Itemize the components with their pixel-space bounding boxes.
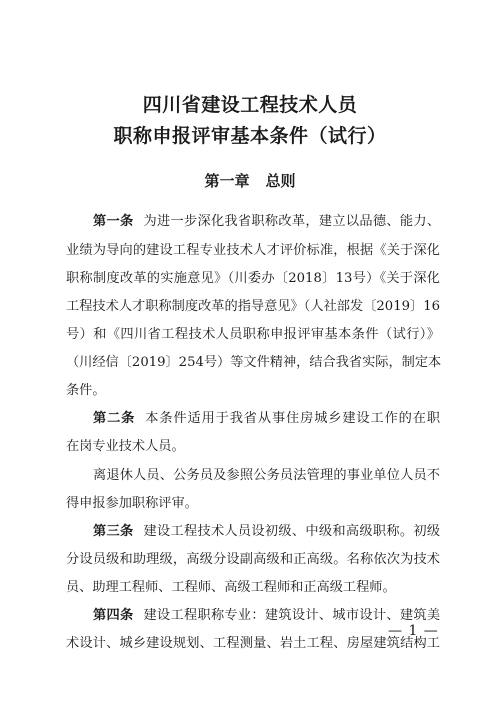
chapter-number: 第一章: [204, 172, 250, 190]
article-4-line: 术设计、城乡建设规划、工程测量、岩土工程、房屋建筑结构工: [66, 636, 440, 651]
page-number: — 1 —: [388, 623, 439, 639]
article-1-line: 业绩为导向的建设工程专业技术人才评价标准，根据《关于深化: [66, 243, 440, 258]
document-title-line2: 职称申报评审基本条件（试行）: [113, 125, 387, 147]
article-3-line: 员、助理工程师、工程师、高级工程师和正高级工程师。: [66, 580, 396, 595]
article-2-paragraph-line: 得申报参加职称评审。: [66, 496, 198, 511]
article-3-line: 分设员级和助理级，高级分设副高级和正高级。名称依次为技术: [66, 552, 440, 567]
article-1-label: 第一条: [93, 214, 134, 229]
article-4-line: 第四条 建设工程职称专业：建筑设计、城市设计、建筑美: [93, 608, 441, 623]
article-1-line: 工程技术人才职称制度改革的指导意见》（人社部发〔2019〕16: [66, 299, 440, 314]
article-2-paragraph-line: 离退休人员、公务员及参照公务员法管理的事业单位人员不: [93, 468, 440, 483]
article-3-line: 第三条 建设工程技术人员设初级、中级和高级职称。初级: [93, 524, 441, 539]
article-2-label: 第二条: [93, 411, 136, 426]
article-4-label: 第四条: [93, 608, 134, 623]
article-2-line: 第二条 本条件适用于我省从事住房城乡建设工作的在职: [93, 411, 441, 426]
article-1-line: 职称制度改革的实施意见》（川委办〔2018〕13号）《关于深化: [66, 271, 440, 286]
chapter-heading: [0, 170, 500, 191]
article-1-line: 号）和《四川省工程技术人员职称申报评审基本条件（试行）》: [66, 327, 440, 342]
document-title-line1: 四川省建设工程技术人员: [142, 94, 358, 116]
article-1-line: 条件。: [66, 383, 106, 398]
article-1-line: 第一条 为进一步深化我省职称改革，建立以品德、能力、: [93, 214, 441, 229]
article-3-label: 第三条: [93, 524, 134, 539]
chapter-name: 总则: [265, 172, 296, 190]
article-2-line: 在岗专业技术人员。: [66, 439, 185, 454]
article-1-line: （川经信〔2019〕254号）等文件精神，结合我省实际，制定本: [66, 355, 442, 370]
